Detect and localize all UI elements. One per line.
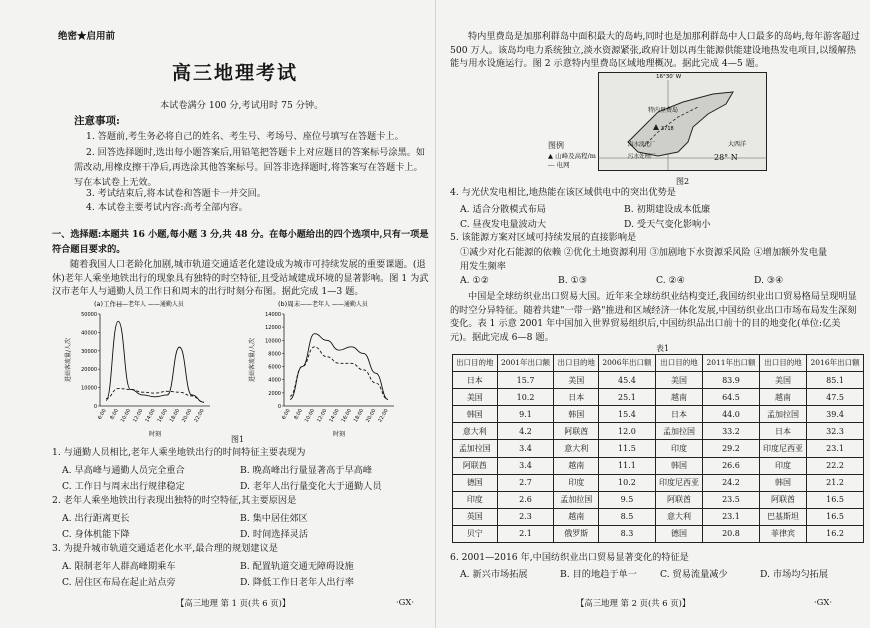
q5-statements-cont: 用发生频率 [460,261,506,272]
table-cell: 印度 [453,491,498,508]
map-latitude: 28° N [714,153,738,162]
chart-title: (b)周末 [278,300,301,308]
q1-option-d[interactable]: D. 老年人出行量变化大于通勤人员 [240,481,382,492]
table-header-cell: 出口目的地 [554,355,599,372]
q3-option-d[interactable]: D. 降低工作日老年人出行率 [240,577,354,588]
table-cell: 3.4 [497,440,554,457]
q3-option-c[interactable]: C. 居住区布局在起止站点旁 [62,577,176,588]
note-2: 2. 回答选择题时,选出每小题答案后,用铅笔把答题卡上对应题目的答案标号涂黑。如需改动,用橡皮擦干净后,再选涂其他答案标号。回答非选择题时,将答案写在答题卡上。写在本试卷上无效。 [74,147,426,188]
table-cell: 45.4 [599,372,656,389]
table-cell: 33.2 [703,423,760,440]
q1-option-b[interactable]: B. 晚高峰出行量显著高于早高峰 [240,465,373,476]
note-4: 4. 本试卷主要考试内容:高考全部内容。 [86,202,248,213]
table-cell: 9.1 [497,406,554,423]
x-tick-label: 6:00 [96,408,108,421]
x-tick-label: 16:00 [340,408,353,424]
table-cell: 德国 [655,525,702,542]
table-cell: 2.7 [497,474,554,491]
table-cell: 美国 [759,372,806,389]
q2-option-c[interactable]: C. 身体机能下降 [62,529,130,540]
x-tick-label: 12:00 [316,408,329,424]
table-cell: 64.5 [703,389,760,406]
x-tick-label: 16:00 [156,408,169,424]
table-header-cell: 2011年出口额 [703,355,760,372]
q3-option-b[interactable]: B. 配置轨道交通无障碍设施 [240,561,354,572]
table-cell: 9.5 [599,491,656,508]
chart-title: (a)工作日 [94,300,123,308]
left-page [0,0,432,628]
table-cell: 印度尼西亚 [759,440,806,457]
table-cell: 25.1 [599,389,656,406]
table-cell: 意大利 [655,508,702,525]
figure-1 [60,300,420,440]
map-ocean-label: 大西洋 [728,141,747,148]
chart-weekday [64,300,210,438]
table-cell: 15.7 [497,372,554,389]
table-cell: 印度 [554,474,599,491]
q4-option-d[interactable]: D. 受天气变化影响小 [624,219,711,230]
y-tick-label: 14000 [265,312,281,318]
table-cell: 20.8 [703,525,760,542]
x-tick-label: 18:00 [168,408,182,424]
table-cell: 44.0 [703,406,760,423]
table-cell: 孟加拉国 [655,423,702,440]
map-sewage-label: 污水处理厂 [628,154,656,160]
x-tick-label: 20:00 [365,408,378,424]
table-cell: 德国 [453,474,498,491]
y-tick-label: 0 [277,404,281,410]
footer-right: 【高三地理 第 2 页(共 6 页)】 [576,598,691,608]
table-cell: 孟加拉国 [453,440,498,457]
question-5: 5. 该能源方案对区域可持续发展的直接影响是 [450,232,637,243]
table-cell: 菲律宾 [759,525,806,542]
table-cell: 16.5 [807,508,864,525]
table-cell: 日本 [655,406,702,423]
x-tick-label: 14:00 [144,408,157,424]
table-cell: 26.6 [703,457,760,474]
x-tick-label: 22:00 [377,408,390,424]
q5-statements: ①减少对化石能源的依赖 ②优化土地资源利用 ③加剧地下水资源采风险 ④增加额外发电量 [460,247,828,258]
q4-option-b[interactable]: B. 初期建设成本低廉 [624,204,711,215]
q4-option-a[interactable]: A. 适合分散模式布局 [460,204,546,215]
q2-option-a[interactable]: A. 出行距离更长 [62,513,130,524]
page-title: 高三地理考试 [172,62,299,84]
q1-option-c[interactable]: C. 工作日与周末出行规律稳定 [62,481,185,492]
y-tick-label: 6000 [268,364,281,371]
q6-option-b[interactable]: B. 目的地趋于单一 [560,569,637,580]
table-cell: 39.4 [807,406,864,423]
notes-heading: 注意事项: [74,115,120,127]
table-row [453,372,864,389]
table-cell: 印度 [655,440,702,457]
table-cell: 越南 [554,457,599,474]
table-cell: 32.3 [807,423,864,440]
x-tick-label: 10:00 [303,408,317,424]
x-tick-label: 10:00 [119,408,133,424]
table-cell: 越南 [655,389,702,406]
intro-tenerife: 特内里费岛是加那利群岛中面积最大的岛屿,同时也是加那利群岛中人口最多的岛屿,每年游客超过 500 万人。该岛均电力系统独立,淡水资源紧张,政府计划以再生能源供能建设地热发电项目,以缓解热能与用水设施运行。图 2 示意特内里费岛区域地理概况。据此完成 4—5 题。 [450,31,860,70]
table-cell: 3.4 [497,457,554,474]
table-row [453,440,864,457]
y-tick-label: 0 [93,404,97,410]
q4-option-c[interactable]: C. 昼夜发电量波动大 [460,219,547,230]
table-cell: 10.2 [599,474,656,491]
question-2: 2. 老年人乘坐地铁出行表现出独特的时空特征,其主要原因是 [52,495,297,506]
y-axis-label: 进站客流量/人次 [249,337,256,383]
x-axis-label: 时刻 [332,431,346,438]
series-line-elderly [290,347,388,400]
y-tick-label: 8000 [268,351,281,358]
table-cell: 16.2 [807,525,864,542]
table-cell: 16.5 [807,491,864,508]
q5-option-d[interactable]: D. ③④ [754,275,784,286]
intro-paragraph: 随着我国人口老龄化加剧,城市轨道交通适老化建设成为城市可持续发展的重要课题。(退休)老年人乘坐地铁出行的现象具有独特的时空特征,且受站域建成环境的显著影响。图 1 为武汉市老年人与通勤人员工作日和周末的出行时刻分布图。据此完成 1—3 题。 [52,259,429,298]
series-line-commuter [290,334,388,400]
footer-code-right: ·GX· [814,597,832,607]
table-cell: 83.9 [703,372,760,389]
table-row [453,474,864,491]
figure-2-label: 图2 [676,177,690,186]
y-axis-label: 进站客流量/人次 [65,337,72,383]
table-header-cell: 2006年出口额 [599,355,656,372]
table-cell: 俄罗斯 [554,525,599,542]
table-cell: 印度尼西亚 [655,474,702,491]
table-cell: 韩国 [655,457,702,474]
legend-grid-icon: --- [548,161,557,169]
table-row [453,389,864,406]
table-row [453,491,864,508]
x-tick-label: 8:00 [109,408,120,421]
table-cell: 29.2 [703,440,760,457]
secret-mark: 绝密★启用前 [58,31,116,42]
table-cell: 日本 [759,423,806,440]
q6-option-a[interactable]: A. 新兴市场拓展 [460,569,528,580]
table-header-cell: 2016年出口额 [807,355,864,372]
table-cell: 23.1 [703,508,760,525]
table-body [453,372,864,543]
table-cell: 2.1 [497,525,554,542]
table-cell: 24.2 [703,474,760,491]
legend-peak-icon: ▲ [548,152,556,160]
q2-option-b[interactable]: B. 集中居住郊区 [240,513,308,524]
table-cell: 越南 [759,389,806,406]
note-1: 1. 答题前,考生务必将自己的姓名、考生号、考场号、座位号填写在答题卡上。 [86,131,404,142]
table-cell: 美国 [655,372,702,389]
export-table [452,354,864,543]
table-cell: 阿联酋 [655,491,702,508]
table-cell: 阿联酋 [453,457,498,474]
table-row [453,406,864,423]
x-tick-label: 22:00 [193,408,206,424]
table-cell: 23.5 [703,491,760,508]
table-row [453,508,864,525]
q6-option-d[interactable]: D. 市场均匀拓展 [760,569,829,580]
x-tick-label: 20:00 [181,408,194,424]
x-tick-label: 12:00 [132,408,145,424]
q6-option-c[interactable]: C. 贸易流量减少 [660,569,728,580]
x-tick-label: 8:00 [293,408,304,421]
table-cell: 日本 [554,389,599,406]
table-cell: 印度 [759,457,806,474]
table-cell: 巴基斯坦 [759,508,806,525]
x-tick-label: 18:00 [352,408,366,424]
table-cell: 21.2 [807,474,864,491]
table-1-label: 表1 [656,344,670,353]
y-tick-label: 20000 [81,367,97,374]
table-header-row [453,355,864,372]
table-cell: 12.0 [599,423,656,440]
table-cell: 日本 [453,372,498,389]
table-header-cell: 出口目的地 [655,355,702,372]
question-1: 1. 与通勤人员相比,老年人乘坐地铁出行的时间特征主要表现为 [52,447,306,458]
table-cell: 贝宁 [453,525,498,542]
table-row [453,423,864,440]
y-tick-label: 10000 [265,338,281,345]
legend-item-peak [548,151,596,160]
table-cell: 英国 [453,508,498,525]
footer-code-left: ·GX· [396,597,414,607]
table-cell: 阿联酋 [554,423,599,440]
table-cell: 2.3 [497,508,554,525]
section-heading: 一、选择题:本题共 16 小题,每小题 3 分,共 48 分。在每小题给出的四个选项中,只有一项是符合题目要求的。 [52,229,429,255]
legend-title: 图例 [548,141,564,150]
q3-option-a[interactable]: A. 限制老年人群高峰期乘车 [62,561,176,572]
table-cell: 11.1 [599,457,656,474]
map-desal-label: 海水淡化厂 [628,142,656,148]
y-tick-label: 12000 [265,325,281,332]
chart-weekend [248,300,394,438]
table-header-cell: 出口目的地 [759,355,806,372]
figure-2-map [598,72,768,172]
table-cell: 意大利 [554,440,599,457]
table-cell: 韩国 [453,406,498,423]
chart-legend: ——老年人 ——通勤人员 [300,301,368,308]
y-tick-label: 50000 [81,312,97,318]
table-cell: 孟加拉国 [759,406,806,423]
table-cell: 越南 [554,508,599,525]
table-row [453,457,864,474]
question-6: 6. 2001—2016 年,中国纺织业出口贸易显著变化的特征是 [450,552,689,563]
q5-option-a[interactable]: A. ①② [460,275,489,286]
table-cell: 韩国 [554,406,599,423]
table-cell: 23.1 [807,440,864,457]
y-tick-label: 40000 [81,330,97,337]
page-divider [435,0,436,628]
table-cell: 美国 [554,372,599,389]
table-cell: 美国 [453,389,498,406]
map-longitude: 16°30′ W [656,74,682,80]
table-row [453,525,864,542]
intro-textile: 中国是全球纺织业出口贸易大国。近年来全球纺织业结构变迁,我国纺织业出口贸易格局呈现明显的时空分异特征。随着共建"一带一路"推进和区域经济一体化发展,中国纺织业出口市场布局发生深刻变化。表 1 示意 2001 年中国加入世界贸易组织后,中国纺织品出口前十的目的地变化(单位:亿美元)。据此完成 6—8 题。 [450,291,857,343]
q5-option-b[interactable]: B. ①③ [558,275,588,286]
table-cell: 2.6 [497,491,554,508]
table-cell: 15.4 [599,406,656,423]
y-tick-label: 2000 [268,390,281,397]
table-cell: 10.2 [497,389,554,406]
table-cell: 孟加拉国 [554,491,599,508]
legend-item-grid [548,160,570,169]
table-cell: 韩国 [759,474,806,491]
legend-peak-label: 山峰及高程/m [555,152,596,160]
chart-legend: ——老年人 ——通勤人员 [116,301,184,308]
y-tick-label: 4000 [268,377,281,384]
map-peak-label: 3718 [661,126,674,132]
table-cell: 47.5 [807,389,864,406]
q2-option-d[interactable]: D. 时间选择灵活 [240,529,309,540]
legend-grid-label: 电网 [556,161,570,169]
q1-option-a[interactable]: A. 早高峰与通勤人员完全重合 [62,465,185,476]
table-cell: 85.1 [807,372,864,389]
table-header-cell: 2001年出口额 [497,355,554,372]
note-3: 3. 考试结束后,将本试卷和答题卡一并交回。 [86,188,266,199]
right-page [438,0,870,628]
table-cell: 11.5 [599,440,656,457]
x-axis-label: 时刻 [148,431,162,438]
table-header-cell: 出口目的地 [453,355,498,372]
question-3: 3. 为提升城市轨道交通适老化水平,最合理的规划建议是 [52,543,278,554]
footer-left: 【高三地理 第 1 页(共 6 页)】 [176,598,291,608]
series-line-commuter [106,321,204,402]
q5-option-c[interactable]: C. ②④ [656,275,686,286]
table-cell: 8.5 [599,508,656,525]
y-tick-label: 30000 [81,348,97,355]
question-4: 4. 与光伏发电相比,地热能在该区域供电中的突出优势是 [450,187,676,198]
y-tick-label: 10000 [81,385,97,392]
table-cell: 8.3 [599,525,656,542]
score-line: 本试卷满分 100 分,考试用时 75 分钟。 [160,100,324,111]
figure-1-label: 图1 [231,435,245,444]
x-tick-label: 14:00 [328,408,341,424]
table-cell: 4.2 [497,423,554,440]
table-cell: 意大利 [453,423,498,440]
map-island-label: 特内里费岛 [648,107,679,114]
table-cell: 阿联酋 [759,491,806,508]
table-cell: 22.2 [807,457,864,474]
x-tick-label: 6:00 [280,408,292,421]
